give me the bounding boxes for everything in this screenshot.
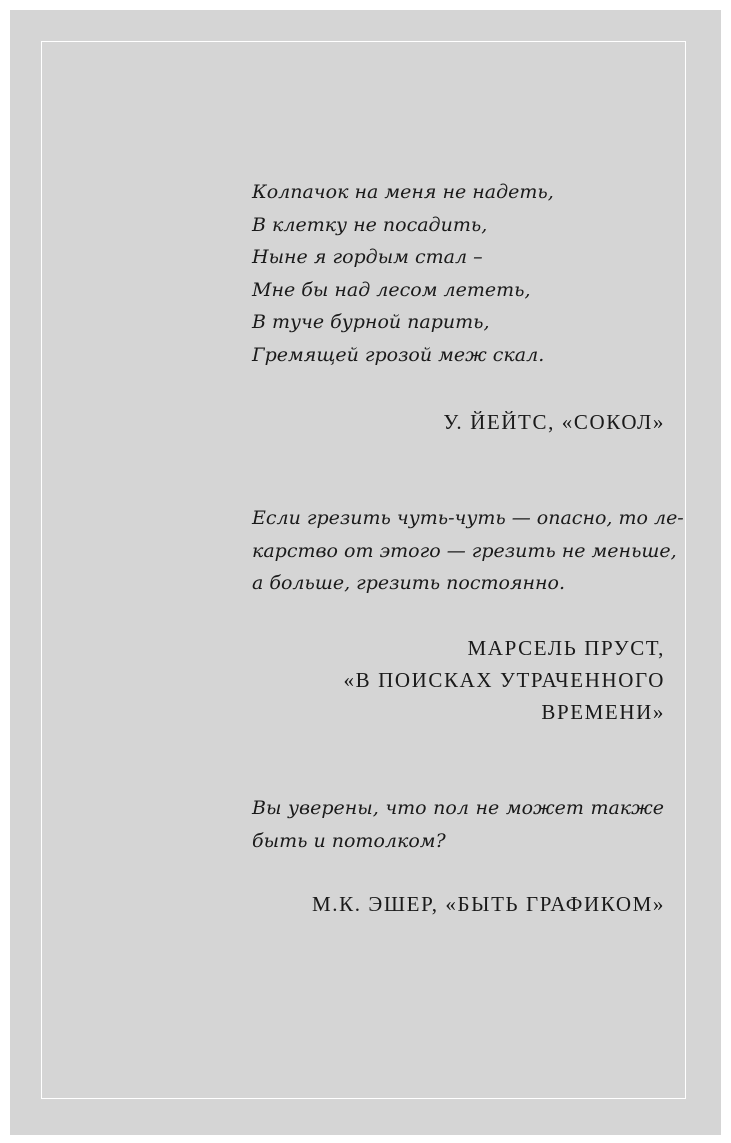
quote-line: Вы уверены, что пол не может также — [252, 797, 664, 819]
epigraph-1-quote — [252, 176, 664, 371]
attribution-line: ВРЕМЕНИ» — [541, 700, 665, 724]
quote-line: В клетку не посадить, — [252, 213, 488, 236]
quote-line: карство от этого — грезить не меньше, — [252, 539, 677, 562]
quote-line: Если грезить чуть-чуть — опасно, то ле- — [252, 507, 684, 529]
quote-line: а больше, грезить постоянно. — [252, 572, 566, 594]
quote-line: В туче бурной парить, — [252, 311, 490, 333]
attribution-line: МАРСЕЛЬ ПРУСТ, — [467, 636, 665, 660]
quote-line: Мне бы над лесом лететь, — [252, 278, 531, 301]
attribution-line: «В ПОИСКАХ УТРАЧЕННОГО — [343, 668, 665, 692]
attribution-line: М.К. ЭШЕР, «БЫТЬ ГРАФИКОМ» — [311, 892, 665, 916]
epigraph-3-attribution — [245, 888, 665, 920]
epigraph-1-attribution — [245, 406, 665, 438]
epigraph-2-attribution — [245, 632, 665, 728]
quote-line: быть и потолком? — [252, 829, 446, 852]
attribution-line: У. ЙЕЙТС, «СОКОЛ» — [443, 410, 665, 434]
epigraph-2-quote — [252, 502, 684, 600]
quote-line: Ныне я гордым стал – — [252, 246, 483, 268]
epigraph-3-quote — [252, 792, 664, 857]
quote-line: Колпачок на меня не надеть, — [252, 181, 554, 203]
quote-line: Гремящей грозой меж скал. — [252, 343, 545, 366]
